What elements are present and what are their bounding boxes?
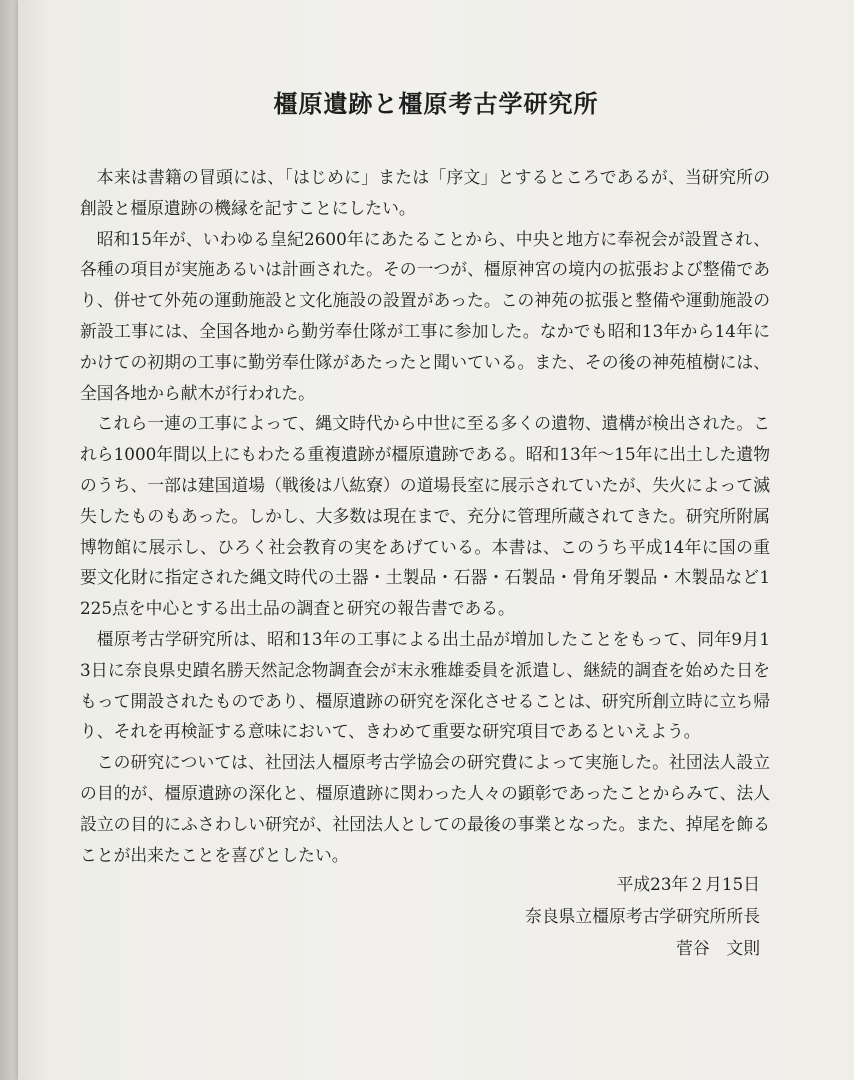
signature-affiliation: 奈良県立橿原考古学研究所所長	[525, 906, 760, 926]
signature-date: 平成23年２月15日	[616, 874, 760, 894]
paragraph-4: 橿原考古学研究所は、昭和13年の工事による出土品が増加したことをもって、同年9月13日に奈良県史蹟名勝天然記念物調査会が末永雅雄委員を派遣し、継続的調査を始めた日をもって開設されたものであり、橿原遺跡の研究を深化させることは、研究所創立時に立ち帰り、それを再検証する意味において、きわめて重要な研究項目であるといえよう。	[80, 628, 770, 742]
page-title: 橿原遺跡と橿原考古学研究所	[273, 89, 599, 118]
signature-block	[525, 868, 760, 964]
body-text	[80, 162, 770, 870]
paragraph-5: この研究については、社団法人橿原考古学協会の研究費によって実施した。社団法人設立の目的が、橿原遺跡の深化と、橿原遺跡に関わった人々の顕彰であったことからみて、法人設立の目的にふさわしい研究が、社団法人としての最後の事業となった。また、掉尾を飾ることが出来たことを喜びとしたい。	[80, 752, 770, 865]
signature-name: 菅谷 文則	[676, 938, 760, 958]
document-page	[18, 0, 854, 1080]
book-spine-shadow	[0, 0, 18, 1080]
paragraph-1: 本来は書籍の冒頭には、「はじめに」または「序文」とするところであるが、当研究所の創設と橿原遺跡の機縁を記すことにしたい。	[80, 167, 770, 218]
paragraph-2: 昭和15年が、いわゆる皇紀2600年にあたることから、中央と地方に奉祝会が設置され、各種の項目が実施あるいは計画された。その一つが、橿原神宮の境内の拡張および整備であり、併せて外苑の運動施設と文化施設の設置があった。この神苑の拡張と整備や運動施設の新設工事には、全国各地から勤労奉仕隊が工事に参加した。なかでも昭和13年から14年にかけての初期の工事に勤労奉仕隊があたったと聞いている。また、その後の神苑植樹には、全国各地から献木が行われた。	[80, 228, 770, 403]
paragraph-3: これら一連の工事によって、縄文時代から中世に至る多くの遺物、遺構が検出された。これら1000年間以上にもわたる重複遺跡が橿原遺跡である。昭和13年〜15年に出土した遺物のうち、一部は建国道場（戦後は八紘寮）の道場長室に展示されていたが、失火によって滅失したものもあった。しかし、大多数は現在まで、充分に管理所蔵されてきた。研究所附属博物館に展示し、ひろく社会教育の実をあげている。本書は、このうち平成14年に国の重要文化財に指定された縄文時代の土器・土製品・石器・石製品・骨角牙製品・木製品など1225点を中心とする出土品の調査と研究の報告書である。	[80, 413, 770, 619]
